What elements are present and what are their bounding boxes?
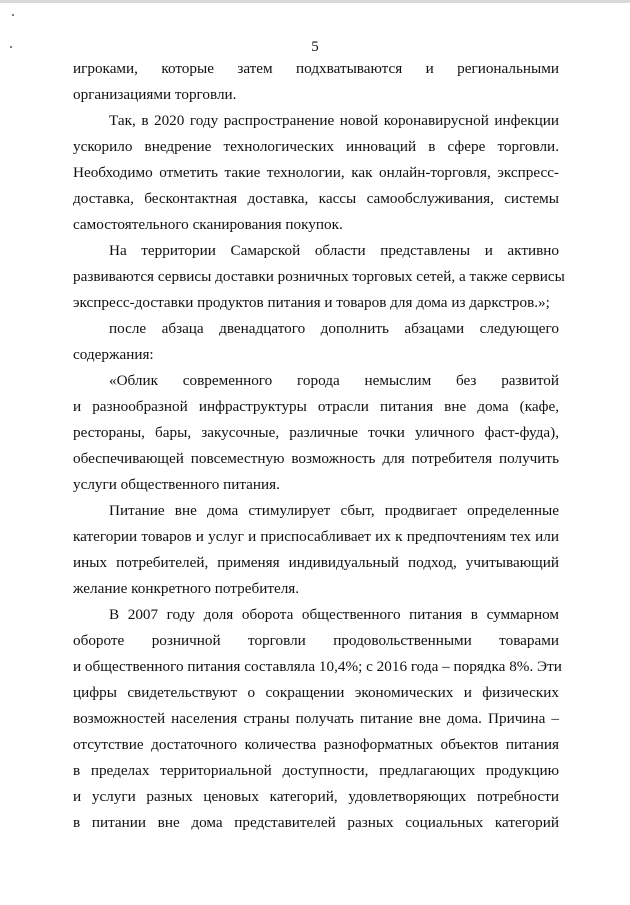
text-line: и общественного питания составляла 10,4%; с 2016 года – порядка 8%. Эти [73,658,562,675]
text-line: Питание вне дома стимулирует сбыт, продвигает определенные [109,502,559,519]
text-line: игроками, которые затем подхватываются и региональными [73,60,559,77]
text-line: развиваются сервисы доставки розничных торговых сетей, а также сервисы [73,268,565,285]
text-line: категории товаров и услуг и приспосабливает их к предпочтениям тех или [73,528,559,545]
text-line: В 2007 году доля оборота общественного питания в суммарном [109,606,559,623]
text-line: Необходимо отметить такие технологии, как онлайн-торговля, экспресс- [73,164,559,181]
text-line: иных потребителей, применяя индивидуальный подход, учитывающий [73,554,559,571]
text-line: и разнообразной инфраструктуры отрасли питания вне дома (кафе, [73,398,559,415]
scan-edge [0,0,630,3]
text-line: На территории Самарской области представлены и активно [109,242,559,259]
page-number: 5 [311,39,319,55]
text-line: Так, в 2020 году распространение новой коронавирусной инфекции [109,112,559,129]
text-line: экспресс-доставки продуктов питания и товаров для дома из даркстров.»; [73,294,550,311]
text-line: желание конкретного потребителя. [73,580,300,597]
text-line: содержания: [73,346,154,363]
text-line: возможностей населения страны получать питание вне дома. Причина – [73,710,559,727]
text-line: в пределах территориальной доступности, предлагающих продукцию [73,762,559,779]
scan-speck [12,14,14,16]
text-line: рестораны, бары, закусочные, различные точки уличного фаст-фуда), [73,424,559,441]
text-line: в питании вне дома представителей разных социальных категорий [73,814,559,831]
text-line: услуги общественного питания. [73,476,280,493]
text-line: после абзаца двенадцатого дополнить абзацами следующего [109,320,559,337]
text-line: цифры свидетельствуют о сокращении экономических и физических [73,684,559,701]
text-line: ускорило внедрение технологических инноваций в сфере торговли. [73,138,559,155]
text-line: организациями торговли. [73,86,237,103]
body-text [73,56,565,836]
text-line: обеспечивающей повсеместную возможность для потребителя получить [73,450,559,467]
text-line: отсутствие достаточного количества разноформатных объектов питания [73,736,559,753]
text-line: «Облик современного города немыслим без развитой [109,372,559,389]
text-line: самостоятельного сканирования покупок. [73,216,343,233]
text-line: и услуги разных ценовых категорий, удовлетворяющих потребности [73,788,559,805]
text-line: обороте розничной торговли продовольственными товарами [73,632,559,649]
text-line: доставка, бесконтактная доставка, кассы самообслуживания, системы [73,190,559,207]
